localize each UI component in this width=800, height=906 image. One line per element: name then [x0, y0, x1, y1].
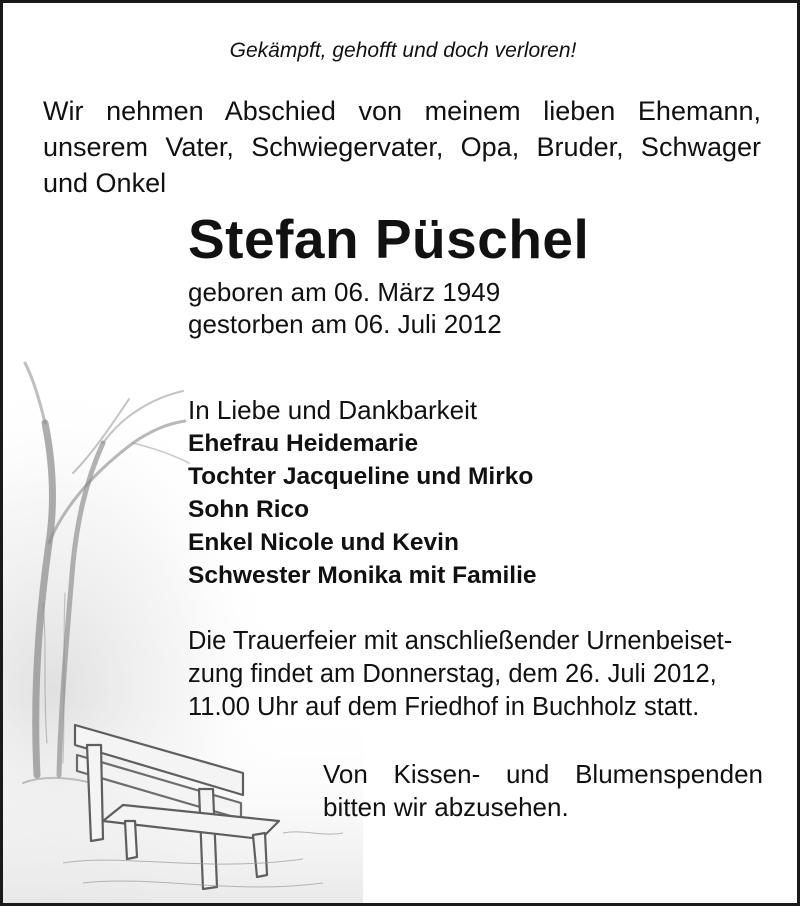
mourner-item: Tochter Jacqueline und Mirko	[188, 463, 534, 490]
service-line: 11.00 Uhr auf dem Friedhof in Buchholz statt.	[188, 693, 700, 721]
birth-date: geboren am 06. März 1949	[188, 277, 501, 307]
mourner-item: Sohn Rico	[188, 496, 310, 523]
donations-note	[323, 758, 763, 824]
mourners-list	[188, 427, 537, 592]
mourner-item: Ehefrau Heidemarie	[188, 430, 419, 457]
gratitude-line: In Liebe und Dankbarkeit	[188, 395, 478, 425]
funeral-service-text	[188, 625, 732, 724]
donations-line: bitten wir abzusehen.	[323, 792, 569, 822]
service-line: Die Trauerfeier mit anschließender Urnenbeiset-	[188, 627, 733, 655]
life-dates	[188, 276, 502, 340]
mourner-item: Enkel Nicole und Kevin	[188, 529, 459, 556]
mourner-item: Schwester Monika mit Familie	[188, 562, 537, 589]
motto: Gekämpft, gehofft und doch verloren!	[229, 39, 577, 62]
donations-line: Von Kissen- und Blumenspenden	[323, 759, 763, 789]
service-line: zung findet am Donnerstag, dem 26. Juli 2012,	[188, 660, 717, 688]
intro-text: Wir nehmen Abschied von meinem lieben Ehemann, unserem Vater, Schwiegervater, Opa, Bruder, Schwager und Onkel	[43, 96, 761, 198]
deceased-name: Stefan Püschel	[188, 208, 590, 270]
death-date: gestorben am 06. Juli 2012	[188, 309, 502, 339]
